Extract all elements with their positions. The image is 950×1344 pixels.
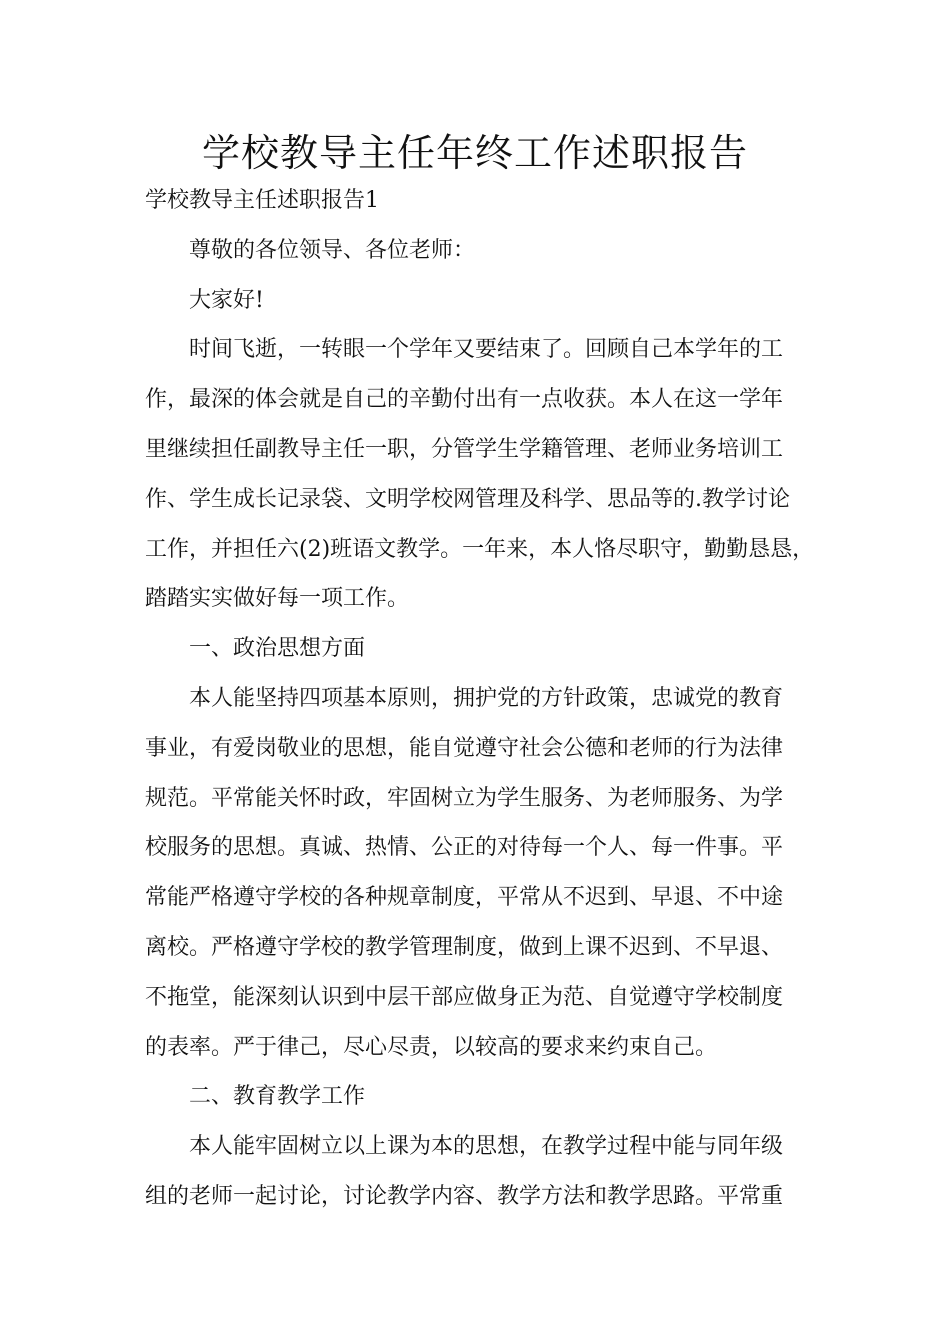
paragraph-line: 常能严格遵守学校的各种规章制度，平常从不迟到、早退、不中途 <box>145 885 784 911</box>
paragraph-line: 作，最深的体会就是自己的辛勤付出有一点收获。本人在这一学年 <box>145 387 784 413</box>
paragraph-line: 规范。平常能关怀时政，牢固树立为学生服务、为老师服务、为学 <box>145 785 784 811</box>
paragraph-line: 踏踏实实做好每一项工作。 <box>145 586 410 612</box>
paragraph-line: 里继续担任副教导主任一职，分管学生学籍管理、老师业务培训工 <box>145 436 784 462</box>
document-title: 学校教导主任年终工作述职报告 <box>201 131 748 175</box>
section-heading: 二、教育教学工作 <box>189 1084 366 1110</box>
paragraph-line: 不拖堂，能深刻认识到中层干部应做身正为范、自觉遵守学校制度 <box>145 984 784 1010</box>
section-heading: 一、政治思想方面 <box>189 636 366 662</box>
paragraph-line: 本人能坚持四项基本原则，拥护党的方针政策，忠诚党的教育 <box>189 685 784 711</box>
paragraph-line: 离校。严格遵守学校的教学管理制度，做到上课不迟到、不早退、 <box>145 934 784 960</box>
paragraph-line: 工作，并担任六(2)班语文教学。一年来，本人恪尽职守，勤勤恳恳， <box>145 536 815 562</box>
paragraph-line: 作、学生成长记录袋、文明学校网管理及科学、思品等的.教学讨论 <box>145 486 790 512</box>
paragraph-line: 本人能牢固树立以上课为本的思想，在教学过程中能与同年级 <box>189 1134 784 1160</box>
greeting: 大家好! <box>189 287 264 313</box>
paragraph-line: 的表率。严于律己，尽心尽责，以较高的要求来约束自己。 <box>145 1034 718 1060</box>
document-body <box>145 183 825 1229</box>
paragraph-line: 组的老师一起讨论，讨论教学内容、教学方法和教学思路。平常重 <box>145 1183 784 1209</box>
salutation: 尊敬的各位领导、各位老师： <box>189 237 476 263</box>
paragraph-line: 校服务的思想。真诚、热情、公正的对待每一个人、每一件事。平 <box>145 835 784 861</box>
paragraph-line: 事业，有爱岗敬业的思想，能自觉遵守社会公德和老师的行为法律 <box>145 735 784 761</box>
report-subtitle: 学校教导主任述职报告1 <box>145 188 379 213</box>
paragraph-line: 时间飞逝，一转眼一个学年又要结束了。回顾自己本学年的工 <box>189 337 784 363</box>
